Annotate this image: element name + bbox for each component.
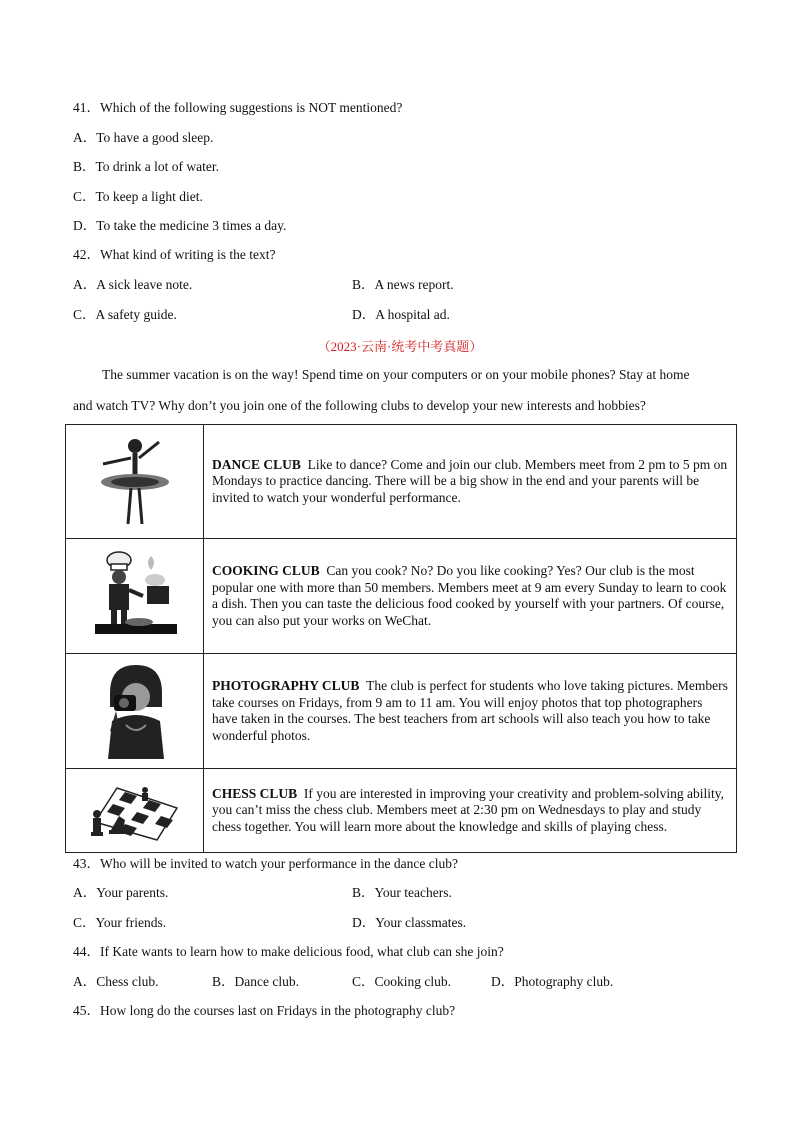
q44-stem: 44．If Kate wants to learn how to make delicious food, what club can she join? — [73, 944, 504, 959]
passage-line-2: and watch TV? Why don’t you join one of the following clubs to develop your new interests and hobbies? — [73, 398, 646, 413]
passage-line-1: The summer vacation is on the way! Spend time on your computers or on your mobile phones? Stay at home — [102, 367, 690, 382]
club-text: Like to dance? Come and join our club. Members meet from 2 pm to 5 pm on Mondays to practice dancing. There will be a big show in the end and your parents will be invited to watch your wonderful performance. — [212, 456, 728, 505]
q44-option-a: A．Chess club. — [73, 974, 159, 989]
q44-option-b: B．Dance club. — [212, 974, 299, 989]
q44-option-c: C．Cooking club. — [352, 974, 452, 989]
chess-pic-cell — [66, 769, 204, 853]
club-text: The club is perfect for students who love taking pictures. Members take courses on Fridays, from 9 am to 11 am. You will enjoy photos that top photographers have taken in the courses. The best teachers from art schools will also teach you how to take wonderful photos. — [212, 678, 728, 743]
ballerina-icon — [95, 434, 175, 530]
club-text: Can you cook? No? Do you like cooking? Yes? Our club is the most popular one with more than 50 members. Members meet at 9 am every Sunday to learn to cook a dish. Then you can taste the delicious food cooked by yourself with your partners. Of course, you can also put your works on WeChat. — [212, 563, 727, 628]
club-name: CHESS CLUB — [212, 785, 298, 801]
q43-option-c: C．Your friends. — [73, 915, 167, 930]
chess-board-icon — [87, 778, 183, 844]
q42-option-d: D．A hospital ad. — [352, 307, 450, 322]
q41-option-c: C．To keep a light diet. — [73, 189, 203, 204]
q42-option-a: A．A sick leave note. — [73, 277, 193, 292]
q43-option-b: B．Your teachers. — [352, 885, 452, 900]
club-text: If you are interested in improving your creativity and problem-solving ability, you can’t miss the chess club. Members meet at 2:30 pm on Wednesdays to play and study chess together. You will learn more about the knowledge and skills of playing chess. — [212, 785, 725, 834]
club-row-photography — [66, 654, 737, 769]
cooking-description — [204, 539, 737, 654]
club-name: COOKING CLUB — [212, 563, 320, 578]
chef-icon — [89, 550, 181, 642]
q43-option-d: D．Your classmates. — [352, 915, 467, 930]
q42-stem: 42．What kind of writing is the text? — [73, 247, 276, 262]
q44-option-d: D．Photography club. — [491, 974, 614, 989]
club-row-chess — [66, 769, 737, 853]
photography-pic-cell — [66, 654, 204, 769]
q45-stem: 45．How long do the courses last on Fridays in the photography club? — [73, 1003, 456, 1018]
q41-option-d: D．To take the medicine 3 times a day. — [73, 218, 287, 233]
source-label: （2023·云南·统考中考真题） — [317, 339, 483, 354]
cooking-pic-cell — [66, 539, 204, 654]
q43-stem: 43．Who will be invited to watch your performance in the dance club? — [73, 856, 458, 871]
chess-description — [204, 769, 737, 853]
photography-description — [204, 654, 737, 769]
q42-option-c: C．A safety guide. — [73, 307, 177, 322]
q41-option-b: B．To drink a lot of water. — [73, 159, 220, 174]
club-row-dance — [66, 425, 737, 539]
dance-pic-cell — [66, 425, 204, 539]
q41-stem: 41．Which of the following suggestions is NOT mentioned? — [73, 100, 403, 115]
club-row-cooking — [66, 539, 737, 654]
clubs-table — [65, 424, 737, 853]
club-name: PHOTOGRAPHY CLUB — [212, 678, 360, 693]
dance-description — [204, 425, 737, 539]
club-name: DANCE CLUB — [212, 456, 301, 472]
q42-option-b: B．A news report. — [352, 277, 454, 292]
q41-option-a: A．To have a good sleep. — [73, 130, 214, 145]
q43-option-a: A．Your parents. — [73, 885, 169, 900]
camera-person-icon — [102, 663, 168, 759]
